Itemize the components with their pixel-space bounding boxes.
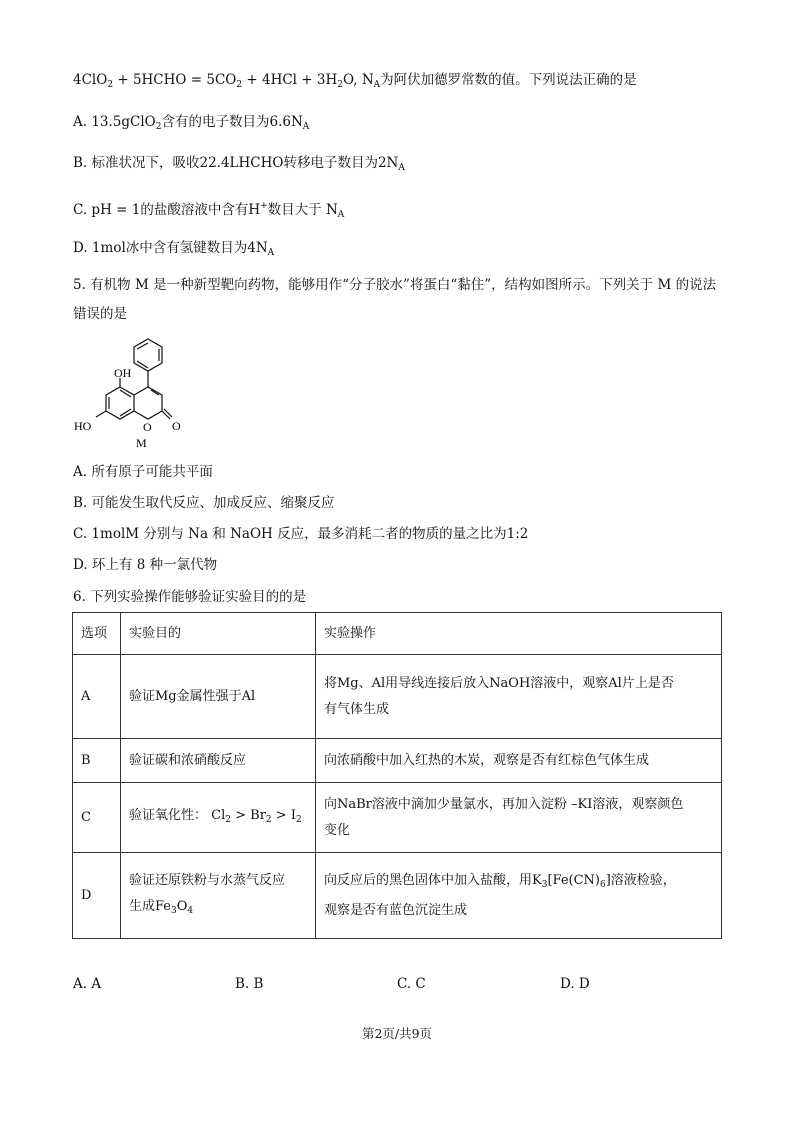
row-c-option: C — [73, 783, 121, 853]
page-footer: 第2页/共9页 — [361, 1026, 433, 1041]
mol-oh-label: OH — [114, 366, 132, 380]
table-row-d — [73, 853, 722, 939]
row-c-operation: 向NaBr溶液中滴加少量氯水，再加入淀粉 –KI溶液，观察颜色 变化 — [316, 783, 722, 853]
table-row-b — [73, 739, 722, 783]
phenyl-ring — [134, 339, 162, 371]
q5-option-d: D. 环上有 8 种一氯代物 — [73, 557, 218, 573]
table-row-a — [73, 655, 722, 739]
answer-a: A. A — [73, 976, 102, 992]
answer-c: C. C — [397, 976, 426, 992]
row-d-option: D — [73, 853, 121, 939]
q4-option-d: D. 1mol冰中含有氢键数目为$4N_A$ — [73, 240, 275, 258]
table-header-row — [73, 613, 722, 655]
header-goal: 实验目的 — [121, 613, 316, 655]
row-b-goal: 验证碳和浓硝酸反应 — [121, 739, 316, 783]
row-a-operation: 将Mg、Al用导线连接后放入NaOH溶液中，观察Al片上是否 有气体生成 — [316, 655, 722, 739]
mol-m-label: M — [136, 436, 147, 450]
q5-stem-line1: 5. 有机物 M 是一种新型靶向药物，能够用作“分子胶水”将蛋白“黏住”，结构如图所示。下列关于 M 的说法 — [73, 277, 717, 293]
benzene-ring — [106, 387, 134, 419]
answer-d: D. D — [560, 976, 590, 992]
row-d-goal: 验证还原铁粉与水蒸气反应 生成$Fe_3O_4$ — [121, 853, 316, 939]
q5-option-a: A. 所有原子可能共平面 — [73, 464, 213, 480]
q6-stem: 6. 下列实验操作能够验证实验目的的是 — [73, 589, 307, 605]
experiment-table — [72, 612, 722, 939]
mol-ring-oxygen-label: O — [143, 420, 152, 434]
row-a-option: A — [73, 655, 121, 739]
q5-stem-line2: 错误的是 — [73, 306, 127, 322]
q5-option-c: C. 1molM 分别与 Na 和 NaOH 反应，最多消耗二者的物质的量之比为1:2 — [73, 526, 529, 542]
q4-option-a: A. 13.5gClO$_2$含有的电子数目为$6.6N_A$ — [73, 114, 310, 132]
answer-b: B. B — [235, 976, 264, 992]
row-c-goal: 验证氧化性： $Cl_2 > Br_2 > I_2$ — [121, 783, 316, 853]
header-operation: 实验操作 — [316, 613, 722, 655]
q5-option-b: B. 可能发生取代反应、加成反应、缩聚反应 — [73, 495, 335, 511]
molecule-m-structure — [70, 335, 200, 455]
row-b-option: B — [73, 739, 121, 783]
q4-option-c: C. pH = 1的盐酸溶液中含有H+数目大于 $N_A$ — [73, 201, 345, 220]
mol-ho-label: HO — [74, 419, 92, 433]
row-b-operation: 向浓硝酸中加入红热的木炭，观察是否有红棕色气体生成 — [316, 739, 722, 783]
row-d-operation: 向反应后的黑色固体中加入盐酸，用$K_3[Fe(CN)_6]$溶液检验， 观察是否有蓝色沉淀生成 — [316, 853, 722, 939]
table-row-c — [73, 783, 722, 853]
pyranone-ring — [134, 387, 162, 419]
q4-option-b: B. 标准状况下，吸收22.4LHCHO转移电子数目为$2N_A$ — [73, 155, 405, 173]
q4-equation: 4ClO$_2$ + 5HCHO = $5CO_2 + 4HCl + 3H_2O$, $N_A$为阿伏加德罗常数的值。下列说法正确的是 — [73, 72, 637, 90]
header-option: 选项 — [73, 613, 121, 655]
row-a-goal: 验证Mg金属性强于Al — [121, 655, 316, 739]
mol-carbonyl-oxygen-label: O — [172, 419, 181, 433]
